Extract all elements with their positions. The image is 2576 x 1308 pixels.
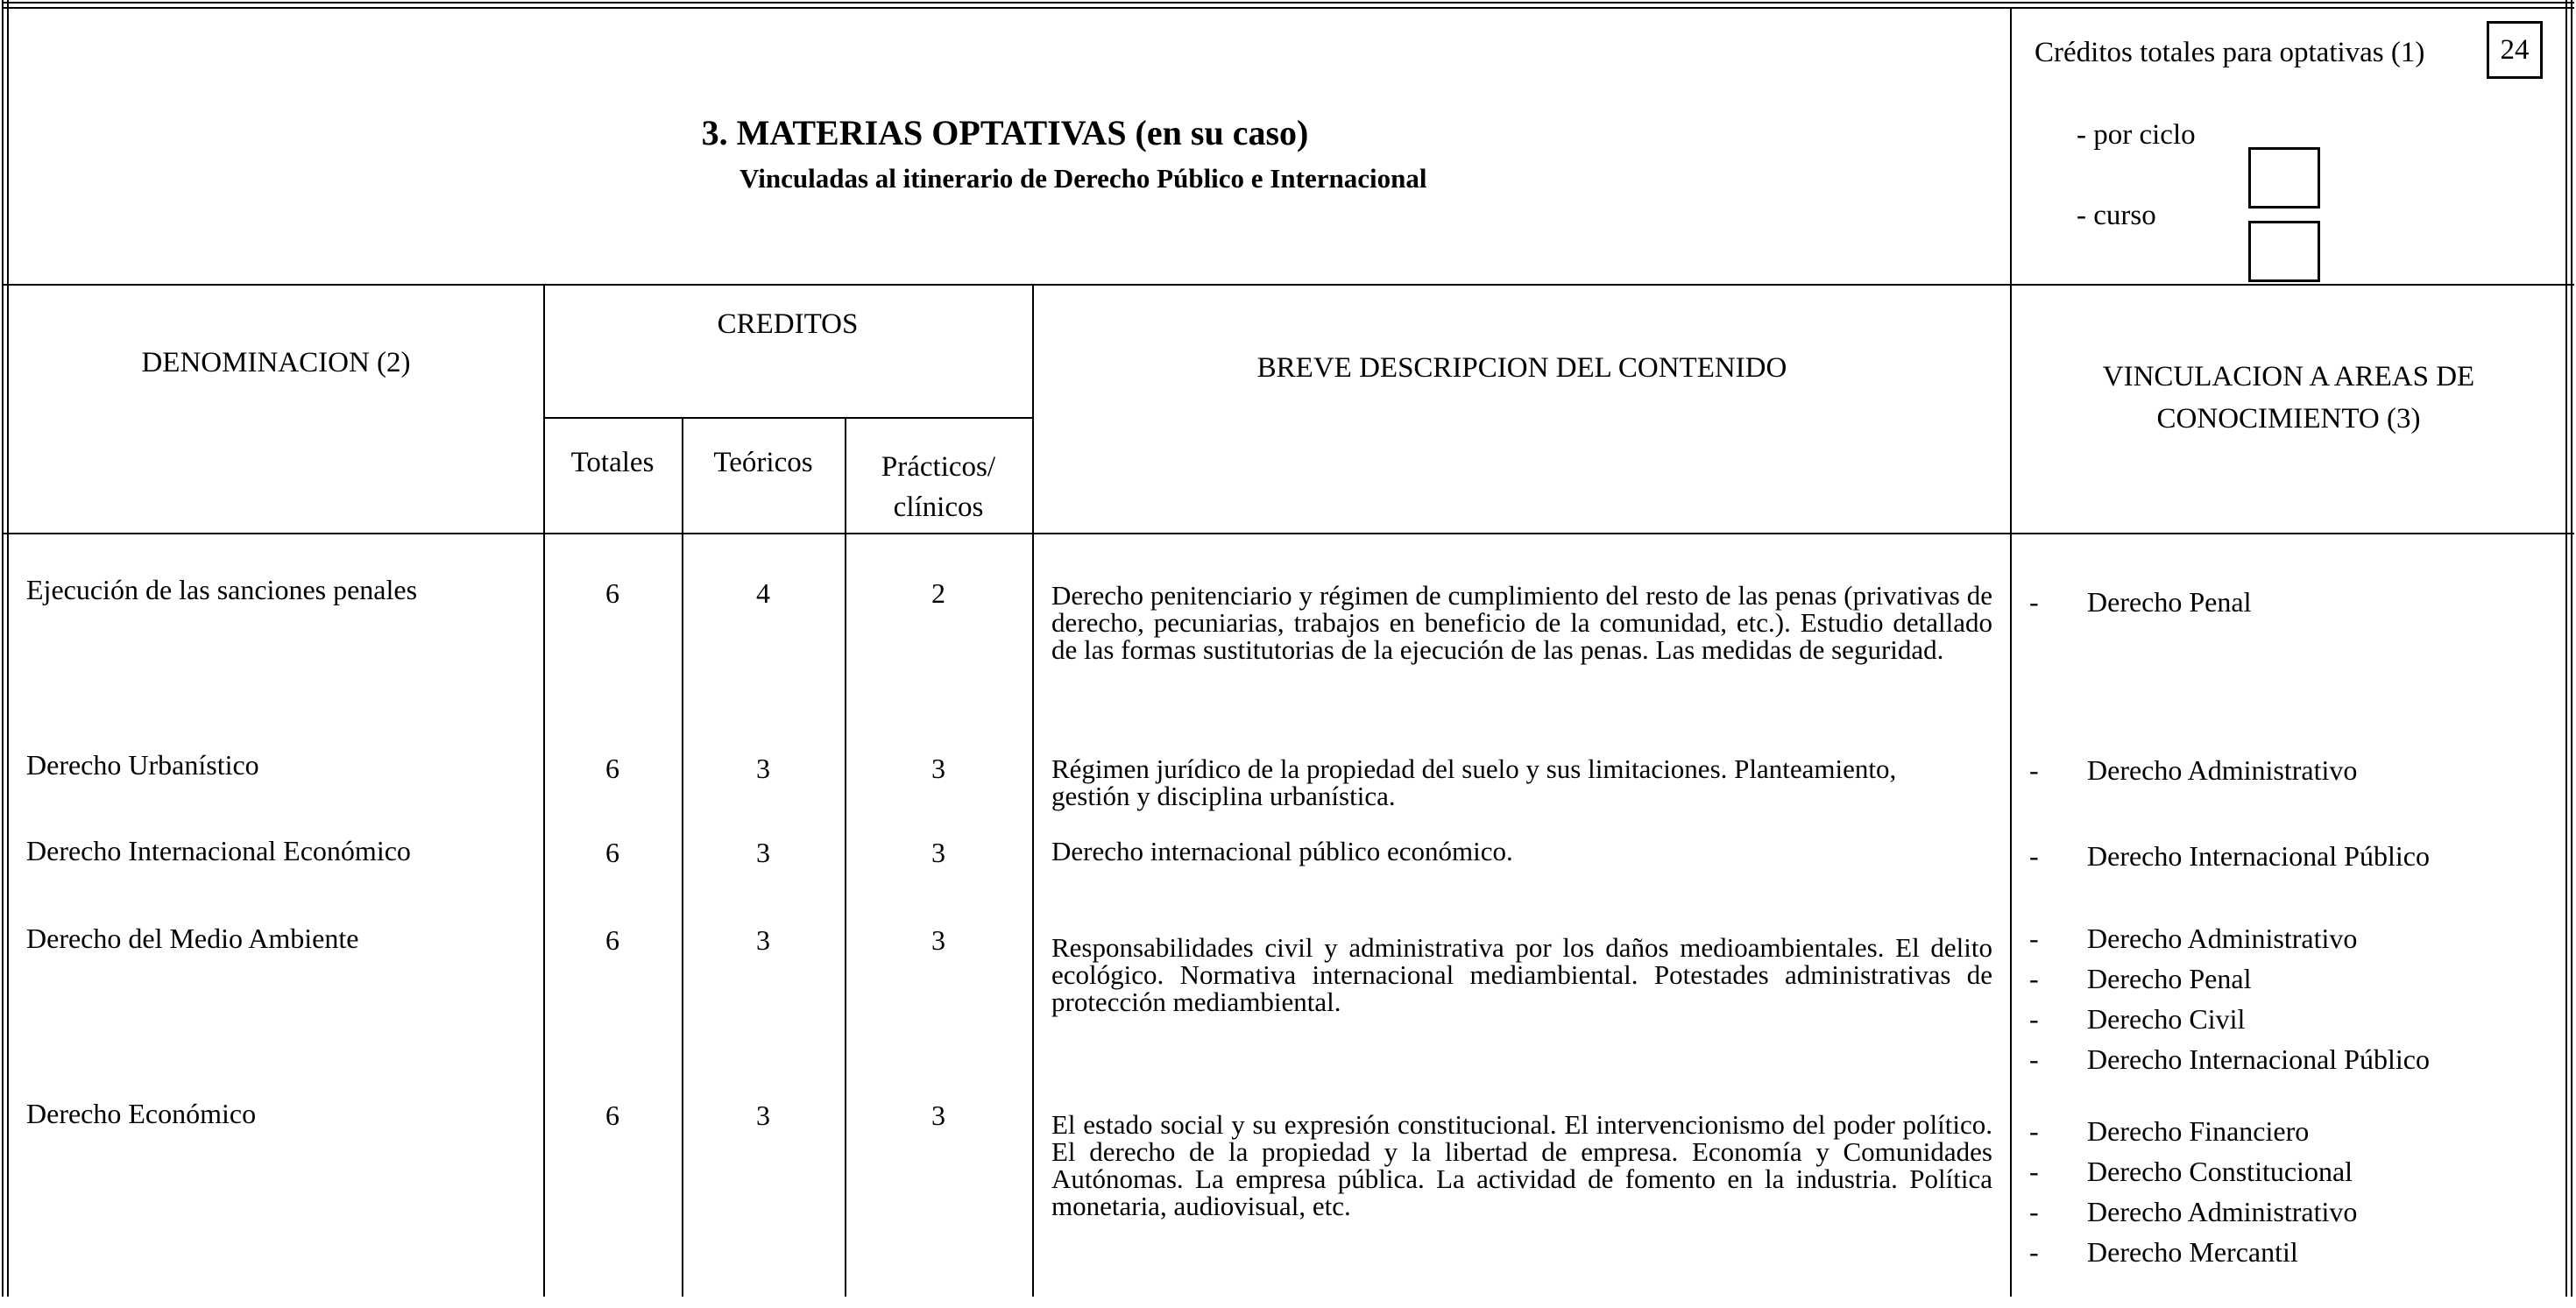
creditos-totales-value: 24: [2500, 34, 2530, 66]
header-totales: Totales: [570, 447, 655, 478]
header-practicos-line1: Prácticos/: [881, 451, 996, 483]
area-item: - Derecho Mercantil: [2029, 1236, 2298, 1268]
area-item: - Derecho Penal: [2029, 963, 2252, 994]
header-practicos-line2: clínicos: [893, 491, 984, 523]
area-item: - Derecho Administrativo: [2029, 1196, 2358, 1227]
row-totales: 6: [605, 753, 619, 784]
row-areas: [2024, 918, 2430, 1079]
page-subtitle: Vinculadas al itinerario de Derecho Público e Internacional: [740, 163, 1427, 194]
area-item: - Derecho Constitucional: [2029, 1156, 2353, 1187]
row-teoricos: 3: [756, 753, 770, 784]
por-ciclo-box: [2248, 147, 2320, 209]
header-vinculacion-line1: VINCULACION A AREAS DE: [2102, 361, 2475, 392]
row-practicos: 3: [931, 1099, 945, 1131]
curso-box: [2248, 221, 2320, 282]
row-totales: 6: [605, 837, 619, 868]
row-description: El estado social y su expresión constitucional. El intervencionismo del poder político. El derecho de la propiedad y la libertad de empresa. Economía y Comunidades Autónomas. La empresa pública. La actividad de fomento en la industria. Política monetaria, audiovisual, etc.: [1051, 1109, 1992, 1221]
area-item: - Derecho Internacional Público: [2029, 840, 2430, 872]
row-teoricos: 4: [756, 577, 770, 609]
creditos-totales-label: Créditos totales para optativas (1): [2035, 37, 2425, 68]
row-name: Ejecución de las sanciones penales: [26, 574, 418, 605]
curso-label: - curso: [2077, 200, 2156, 231]
row-description: Régimen jurídico de la propiedad del suelo y sus limitaciones. Planteamiento, gestión y disciplina urbanística.: [1051, 753, 1897, 811]
row-description: Derecho penitenciario y régimen de cumplimiento del resto de las penas (privativas de derecho, pecuniarias, trabajos en beneficio de la comunidad, etc.). Estudio detallado de las formas sustitutorias de la ejecución de las penas. Las medidas de seguridad.: [1051, 580, 1992, 665]
area-item: - Derecho Civil: [2029, 1003, 2246, 1035]
row-areas: [2024, 582, 2251, 622]
header-vinculacion-line2: CONOCIMIENTO (3): [2156, 403, 2421, 435]
row-areas: [2024, 1111, 2357, 1272]
row-practicos: 3: [931, 837, 945, 868]
header-practicos: [845, 447, 1032, 527]
row-name: Derecho Económico: [26, 1098, 257, 1129]
row-totales: 6: [605, 924, 619, 956]
header-denominacion: DENOMINACION (2): [141, 347, 411, 378]
header-creditos: CREDITOS: [717, 308, 859, 340]
row-name: Derecho Internacional Económico: [26, 835, 411, 866]
row-name: Derecho Urbanístico: [26, 749, 259, 781]
row-totales: 6: [605, 1099, 619, 1131]
creditos-totales-box: [2487, 21, 2543, 79]
row-teoricos: 3: [756, 924, 770, 956]
row-description: Responsabilidades civil y administrativa por los daños medioambientales. El delito ecológico. Normativa internacional mediambiental. Potestades administrativas de protección mediambiental.: [1051, 932, 1992, 1017]
row-description: Derecho internacional público económico.: [1051, 836, 1513, 866]
area-item: - Derecho Financiero: [2029, 1115, 2310, 1147]
row-totales: 6: [605, 577, 619, 609]
area-item: - Derecho Internacional Público: [2029, 1043, 2430, 1075]
header-teoricos: Teóricos: [713, 447, 813, 478]
row-practicos: 3: [931, 924, 945, 956]
row-practicos: 3: [931, 753, 945, 784]
por-ciclo-label: - por ciclo: [2077, 119, 2196, 151]
page-title: 3. MATERIAS OPTATIVAS (en su caso): [701, 113, 1309, 152]
row-name: Derecho del Medio Ambiente: [26, 923, 359, 954]
row-areas: [2024, 836, 2430, 876]
header-descripcion: BREVE DESCRIPCION DEL CONTENIDO: [1256, 352, 1787, 384]
area-item: - Derecho Administrativo: [2029, 754, 2358, 786]
row-areas: [2024, 750, 2357, 790]
row-practicos: 2: [931, 577, 945, 609]
row-teoricos: 3: [756, 1099, 770, 1131]
header-vinculacion: [2012, 356, 2565, 440]
area-item: - Derecho Administrativo: [2029, 923, 2358, 954]
row-teoricos: 3: [756, 837, 770, 868]
area-item: - Derecho Penal: [2029, 586, 2252, 618]
